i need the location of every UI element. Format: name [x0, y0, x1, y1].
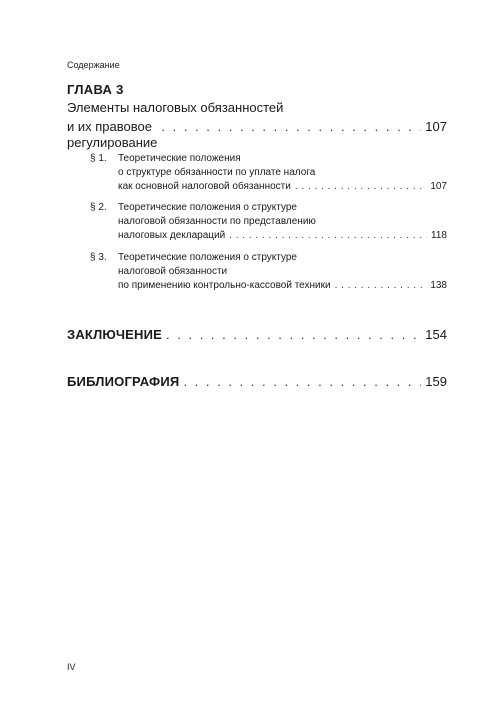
chapter-label: ГЛАВА 3 — [67, 82, 124, 97]
page-folio: IV — [67, 662, 76, 672]
section-number: § 3. — [90, 252, 107, 263]
dot-leader — [229, 229, 427, 243]
section-title-entry — [118, 180, 447, 194]
section-title-entry — [118, 279, 447, 293]
bibliography-title: БИБЛИОГРАФИЯ — [67, 374, 180, 389]
section-title-last-line: как основной налоговой обязанности — [118, 181, 291, 192]
conclusion-page-number: 154 — [425, 327, 447, 342]
toc-conclusion-entry — [67, 327, 447, 342]
section-page-number: 118 — [431, 230, 447, 241]
section-title-line: Теоретические положения о структуре — [118, 202, 297, 213]
running-head: Содержание — [67, 60, 120, 70]
section-number: § 1. — [90, 153, 107, 164]
section-title-line: Теоретические положения — [118, 153, 241, 164]
section-title-line: налоговой обязанности по представлению — [118, 216, 316, 227]
chapter-title-line1: Элементы налоговых обязанностей — [67, 100, 284, 115]
section-title-line: налоговой обязанности — [118, 266, 228, 277]
section-page-number: 138 — [430, 280, 447, 291]
chapter-title-entry — [67, 119, 447, 151]
bibliography-page-number: 159 — [425, 374, 447, 389]
dot-leader — [183, 374, 421, 389]
dot-leader — [295, 180, 426, 194]
section-title-line: о структуре обязанности по уплате налога — [118, 167, 316, 178]
section-page-number: 107 — [430, 181, 447, 192]
section-title-last-line: налоговых деклараций — [118, 230, 226, 241]
dot-leader — [161, 119, 421, 135]
conclusion-title: ЗАКЛЮЧЕНИЕ — [67, 327, 163, 342]
chapter-page-number: 107 — [425, 119, 447, 134]
toc-bibliography-entry — [67, 374, 447, 389]
section-title-entry — [118, 229, 447, 243]
dot-leader — [335, 279, 427, 293]
section-title-last-line: по применению контрольно-кассовой техники — [118, 280, 331, 291]
dot-leader — [166, 327, 421, 342]
section-number: § 2. — [90, 202, 107, 213]
chapter-title-line2: и их правовое регулирование — [67, 119, 158, 150]
section-title-line: Теоретические положения о структуре — [118, 252, 297, 263]
